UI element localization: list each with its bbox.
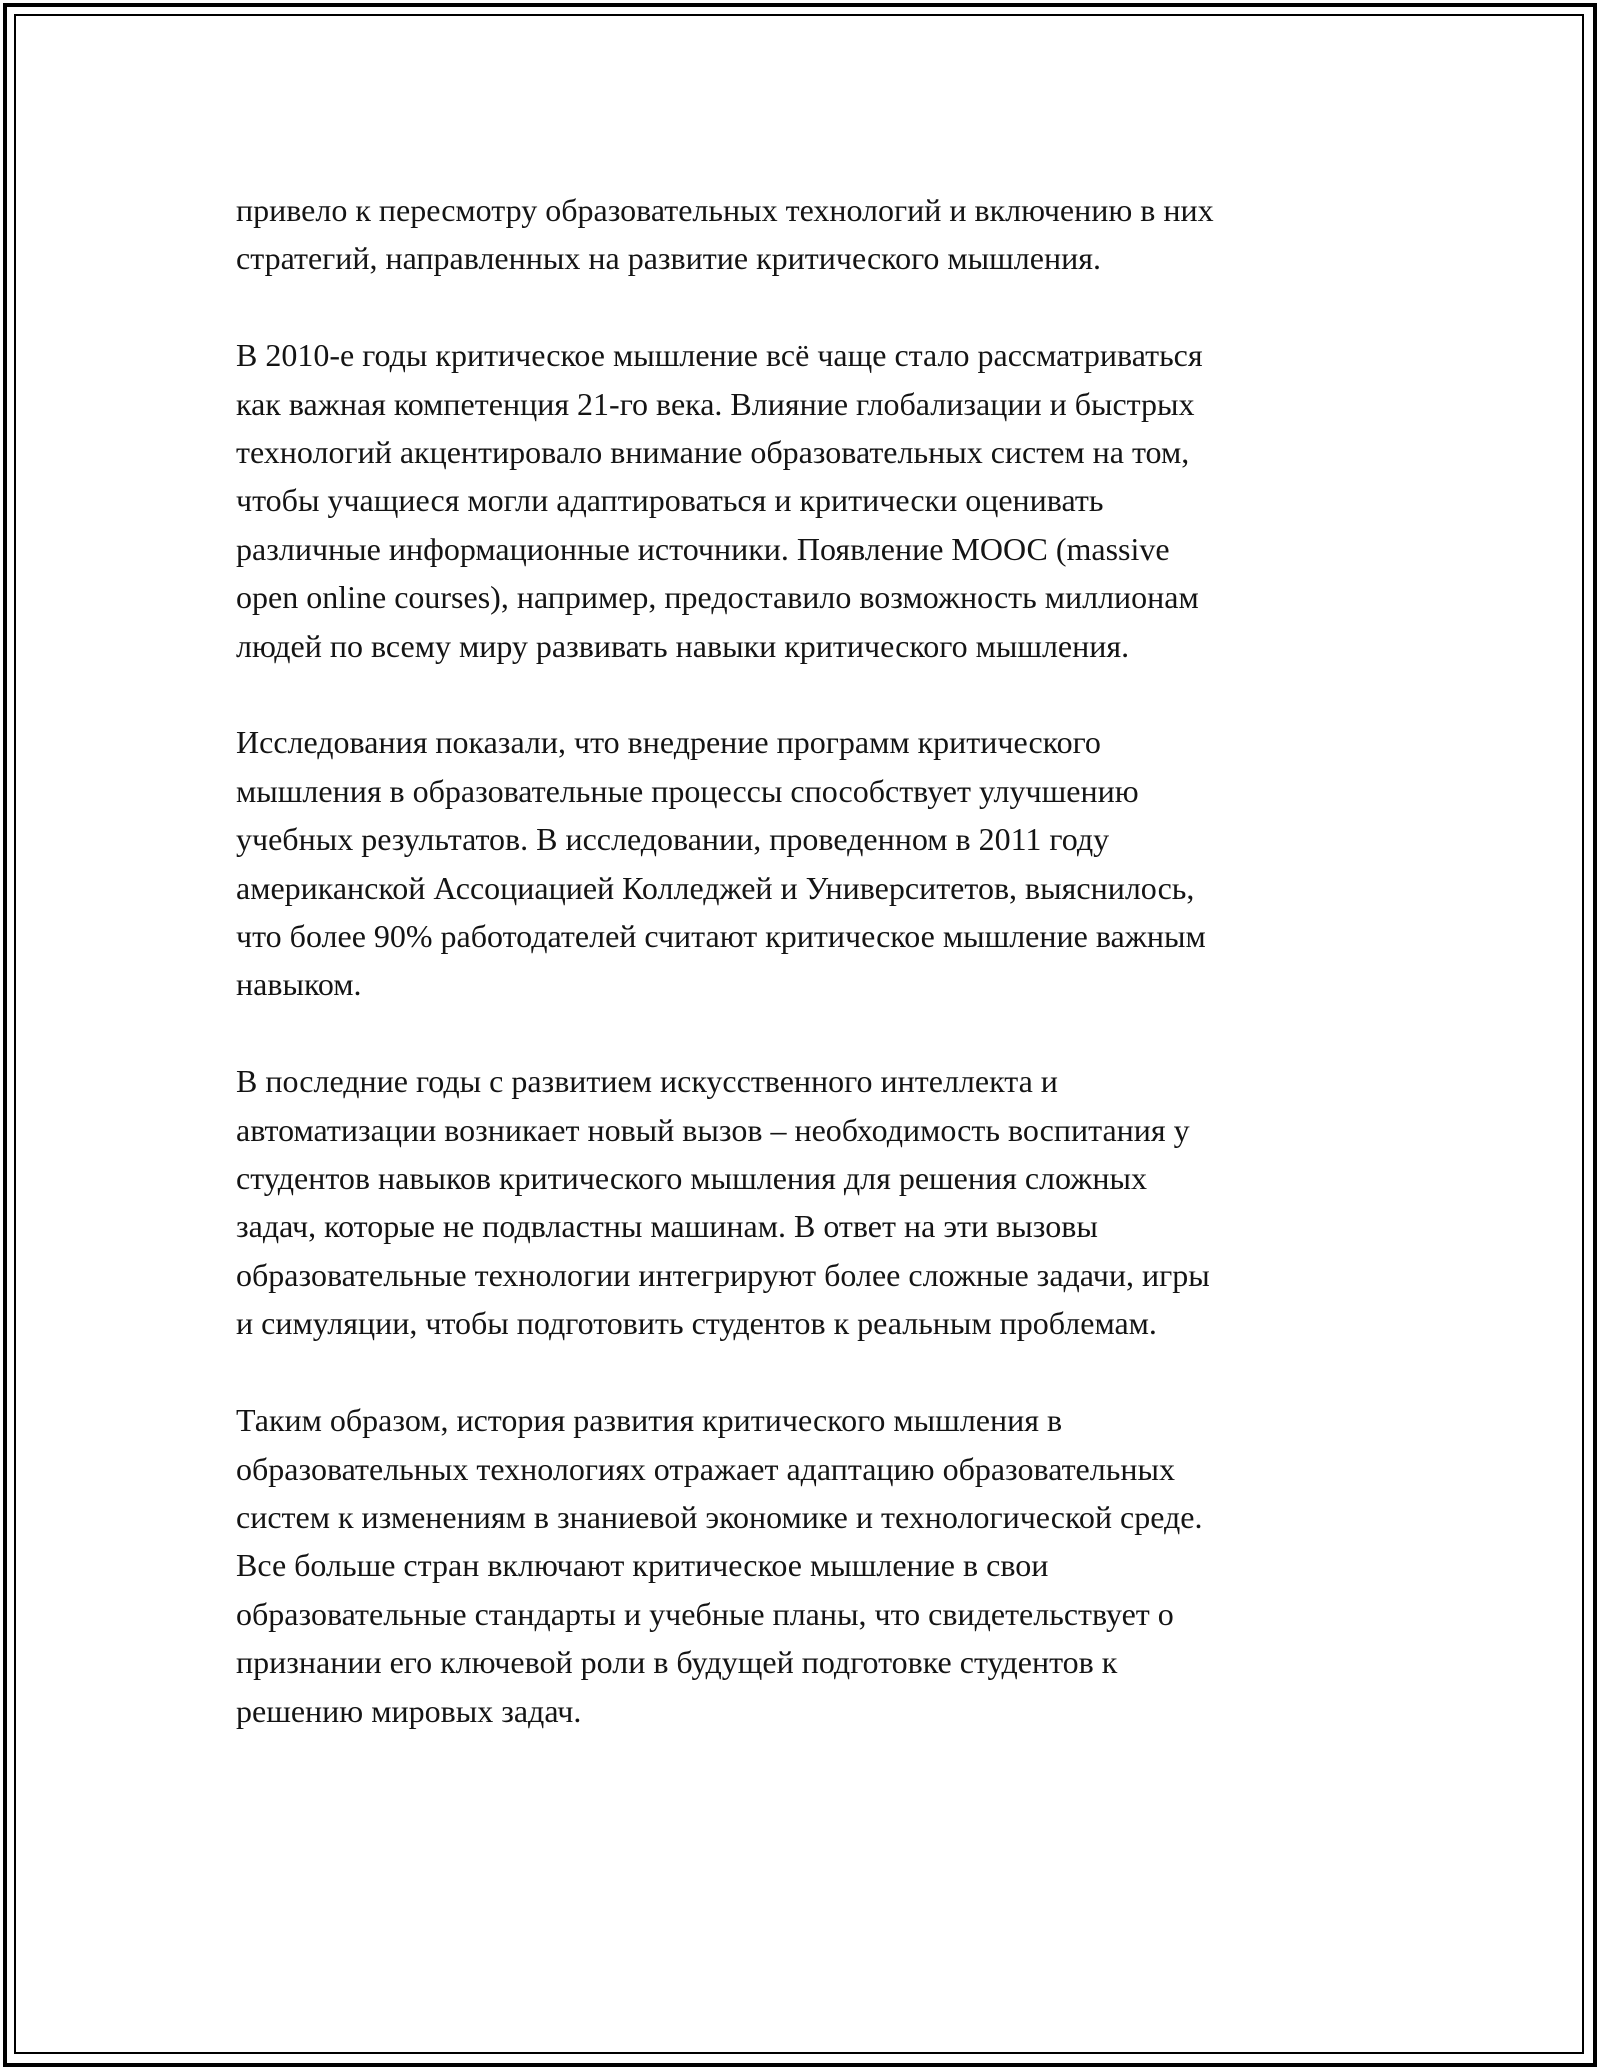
text-line: навыком. (236, 966, 362, 1003)
paragraph-5 (236, 1396, 1366, 1735)
text-line: технологий акцентировало внимание образовательных систем на том, (236, 434, 1190, 471)
document-body (236, 186, 1366, 1783)
text-line: студентов навыков критического мышления для решения сложных (236, 1160, 1147, 1197)
text-line: американской Ассоциацией Колледжей и Университетов, выяснилось, (236, 869, 1195, 906)
text-line: систем к изменениям в знаниевой экономике и технологической среде. (236, 1498, 1203, 1535)
text-line: автоматизации возникает новый вызов – необходимость воспитания у (236, 1111, 1190, 1148)
paragraph-3 (236, 718, 1366, 1008)
text-line: привело к пересмотру образовательных технологий и включению в них (236, 192, 1214, 228)
text-line: В 2010-е годы критическое мышление всё чаще стало рассматриваться (236, 337, 1203, 374)
paragraph-4 (236, 1057, 1366, 1347)
text-line: признании его ключевой роли в будущей подготовке студентов к (236, 1644, 1118, 1681)
text-line: решению мировых задач. (236, 1692, 582, 1729)
paragraph-2 (236, 331, 1366, 670)
text-line: как важная компетенция 21-го века. Влияние глобализации и быстрых (236, 385, 1195, 422)
text-line: чтобы учащиеся могли адаптироваться и критически оценивать (236, 482, 1104, 519)
text-line: и симуляции, чтобы подготовить студентов к реальным проблемам. (236, 1305, 1157, 1342)
text-line: Таким образом, история развития критического мышления в (236, 1402, 1063, 1439)
text-line: людей по всему миру развивать навыки критического мышления. (236, 627, 1130, 664)
text-line: Все больше стран включают критическое мышление в свои (236, 1547, 1049, 1584)
text-line: задач, которые не подвластны машинам. В ответ на эти вызовы (236, 1208, 1098, 1245)
text-line: образовательные технологии интегрируют более сложные задачи, игры (236, 1256, 1210, 1293)
paragraph-1 (236, 186, 1366, 283)
text-line: мышления в образовательные процессы способствует улучшению (236, 772, 1139, 809)
text-line: учебных результатов. В исследовании, проведенном в 2011 году (236, 821, 1110, 858)
text-line: образовательные стандарты и учебные планы, что свидетельствует о (236, 1595, 1174, 1632)
text-line: образовательных технологиях отражает адаптацию образовательных (236, 1450, 1175, 1487)
text-line: open online courses), например, предоставило возможность миллионам (236, 579, 1199, 616)
text-line: Исследования показали, что внедрение программ критического (236, 724, 1101, 761)
text-line: В последние годы с развитием искусственного интеллекта и (236, 1063, 1058, 1100)
text-line: стратегий, направленных на развитие критического мышления. (236, 240, 1101, 277)
text-line: что более 90% работодателей считают критическое мышление важным (236, 918, 1206, 955)
text-line: различные информационные источники. Появление МООС (massive (236, 530, 1170, 567)
